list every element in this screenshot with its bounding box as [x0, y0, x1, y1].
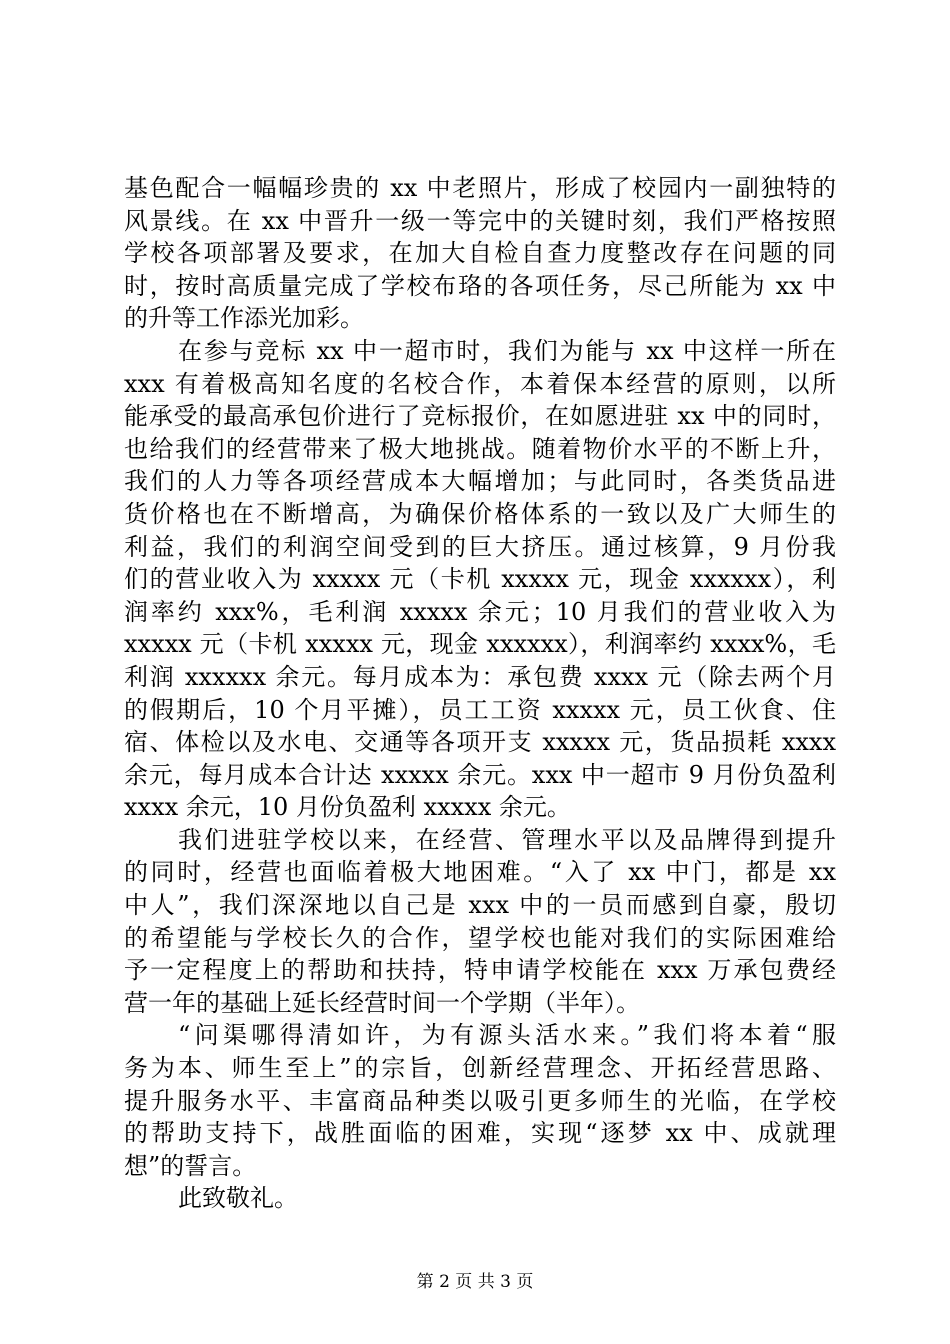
text-line: 的同时，经营也面临着极大地困难。“入了 xx 中门，都是 xx	[124, 858, 836, 887]
text-line: xxxx 余元，10 月份负盈利 xxxxx 余元。	[124, 793, 571, 822]
text-line: 的升等工作添光加彩。	[124, 304, 364, 333]
text-line: 学校各项部署及要求，在加大自检自查力度整改存在问题的同	[124, 239, 836, 268]
text-line: xxx 有着极高知名度的名校合作，本着保本经营的原则，以所	[124, 369, 836, 398]
document-body	[124, 172, 836, 1215]
text-line: 们的营业收入为 xxxxx 元（卡机 xxxxx 元，现金 xxxxxx），利	[124, 565, 836, 594]
text-line: 润率约 xxx%，毛利润 xxxxx 余元；10 月我们的营业收入为	[124, 597, 836, 626]
text-line: 提升服务水平、丰富商品种类以吸引更多师生的光临，在学校	[124, 1086, 836, 1115]
text-line: 营一年的基础上延长经营时间一个学期（半年）。	[124, 988, 640, 1017]
text-line: xxxxx 元（卡机 xxxxx 元，现金 xxxxxx），利润率约 xxxx%，毛	[124, 630, 836, 659]
text-line: 宿、体检以及水电、交通等各项开支 xxxxx 元，货品损耗 xxxx	[124, 728, 836, 757]
text-line: 货价格也在不断增高，为确保价格体系的一致以及广大师生的	[124, 499, 836, 528]
paragraph-start-line: “问渠哪得清如许，为有源头活水来。”我们将本着“服	[178, 1021, 836, 1050]
text-line: 余元，每月成本合计达 xxxxx 余元。xxx 中一超市 9 月份负盈利	[124, 760, 836, 789]
text-line: 能承受的最高承包价进行了竞标报价，在如愿进驻 xx 中的同时，	[124, 402, 836, 431]
text-line: 的希望能与学校长久的合作，望学校也能对我们的实际困难给	[124, 923, 836, 952]
closing-line: 此致敬礼。	[178, 1184, 298, 1213]
paragraph-start-line: 我们进驻学校以来，在经营、管理水平以及品牌得到提升	[178, 825, 836, 854]
text-line: 基色配合一幅幅珍贵的 xx 中老照片，形成了校园内一副独特的	[124, 174, 836, 202]
text-line: 中人”，我们深深地以自己是 xxx 中的一员而感到自豪，殷切	[124, 891, 836, 920]
text-line: 的帮助支持下，战胜面临的困难，实现“逐梦 xx 中、成就理	[124, 1119, 836, 1148]
text-line: 的假期后，10 个月平摊），员工工资 xxxxx 元，员工伙食、住	[124, 695, 836, 724]
text-line: 利益，我们的利润空间受到的巨大挤压。通过核算，9 月份我	[124, 532, 836, 561]
text-line: 想”的誓言。	[124, 1151, 257, 1180]
page-number: 第 2 页 共 3 页	[416, 1272, 534, 1292]
text-line: 也给我们的经营带来了极大地挑战。随着物价水平的不断上升，	[124, 434, 836, 463]
text-line: 我们的人力等各项经营成本大幅增加；与此同时，各类货品进	[124, 467, 836, 496]
text-line: 利润 xxxxxx 余元。每月成本为：承包费 xxxx 元（除去两个月	[124, 662, 836, 691]
text-line: 风景线。在 xx 中晋升一级一等完中的关键时刻，我们严格按照	[124, 206, 836, 235]
text-line: 务为本、师生至上”的宗旨，创新经营理念、开拓经营思路、	[124, 1054, 836, 1083]
text-line: 时，按时高质量完成了学校布珞的各项任务，尽己所能为 xx 中	[124, 271, 836, 300]
text-line: 予一定程度上的帮助和扶持，特申请学校能在 xxx 万承包费经	[124, 956, 836, 985]
paragraph-start-line: 在参与竞标 xx 中一超市时，我们为能与 xx 中这样一所在	[178, 336, 836, 365]
